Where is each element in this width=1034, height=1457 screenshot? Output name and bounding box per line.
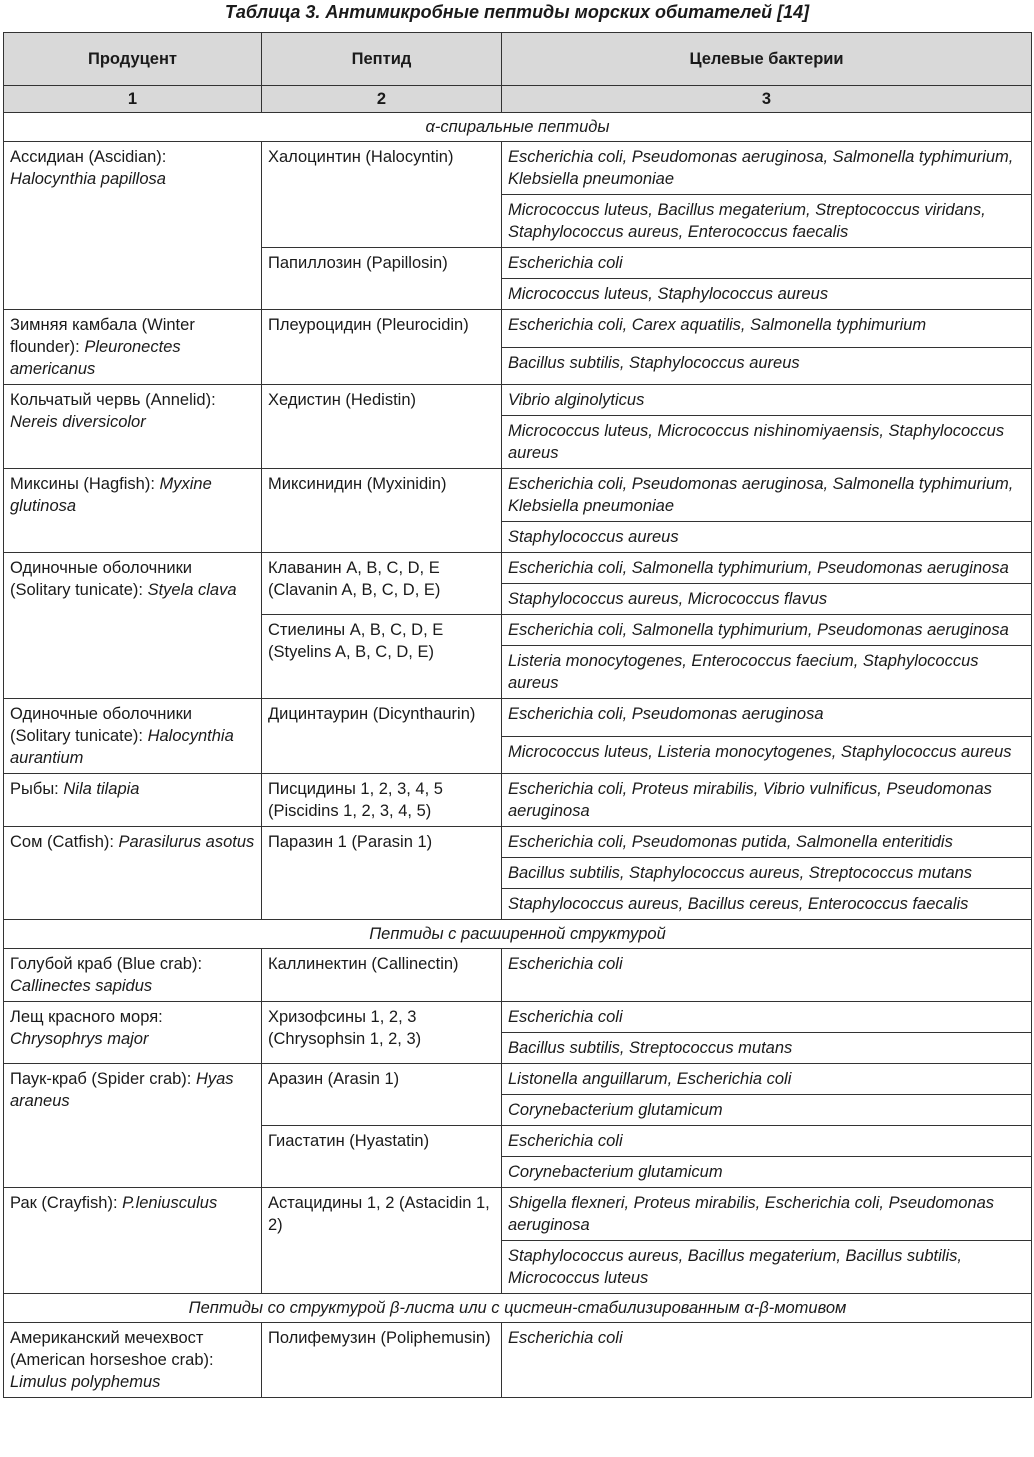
bacteria-cell: Escherichia coli, Proteus mirabilis, Vibrio vulnificus, Pseudomonas aeruginosa [502,774,1032,827]
peptide-cell: Полифемузин (Poliphemusin) [262,1323,502,1398]
section-title: Пептиды с расширенной структурой [4,920,1032,949]
bacteria-cell: Escherichia coli, Pseudomonas putida, Salmonella enteritidis [502,827,1032,858]
table-row [4,827,1032,858]
producer-name: Голубой краб (Blue crab): [10,955,203,973]
column-number: 3 [502,86,1032,113]
producer-latin-name: P.leniusculus [122,1194,218,1212]
producer-latin-name: Chrysophrys major [10,1030,149,1048]
bacteria-cell: Staphylococcus aureus, Bacillus megaterium, Bacillus subtilis, Micrococcus luteus [502,1241,1032,1294]
bacteria-cell: Bacillus subtilis, Streptococcus mutans [502,1033,1032,1064]
table-row [4,699,1032,737]
section-row [4,1294,1032,1323]
producer-name: Кольчатый червь (Annelid): [10,391,216,409]
bacteria-cell: Corynebacterium glutamicum [502,1095,1032,1126]
peptide-cell: Клаванин A, B, C, D, E (Clavanin A, B, C, D, E) [262,553,502,615]
producer-latin-name: Nereis diversicolor [10,413,146,431]
producer-name: Паук-краб (Spider crab): [10,1070,192,1088]
table-row [4,469,1032,522]
bacteria-cell: Micrococcus luteus, Bacillus megaterium, Streptococcus viridans, Staphylococcus aureus, Enterococcus faecalis [502,195,1032,248]
peptide-cell: Стиелины A, B, C, D, E (Styelins A, B, C, D, E) [262,615,502,699]
table-row [4,1323,1032,1398]
header-target-bacteria: Целевые бактерии [502,33,1032,86]
producer-cell [4,553,262,699]
table-row [4,1064,1032,1095]
bacteria-cell: Shigella flexneri, Proteus mirabilis, Escherichia coli, Pseudomonas aeruginosa [502,1188,1032,1241]
producer-latin-name: Hyas araneus [10,1070,234,1110]
peptide-cell: Каллинектин (Callinectin) [262,949,502,1002]
column-number: 2 [262,86,502,113]
producer-cell [4,1188,262,1294]
producer-cell [4,1002,262,1064]
bacteria-cell: Bacillus subtilis, Staphylococcus aureus, Streptococcus mutans [502,858,1032,889]
producer-latin-name: Myxine glutinosa [10,475,212,515]
producer-name: Американский мечехвост (American horseshoe crab): [10,1329,214,1369]
header-producer: Продуцент [4,33,262,86]
producer-cell [4,310,262,385]
table-row [4,1188,1032,1241]
header-peptide: Пептид [262,33,502,86]
producer-latin-name: Styela clava [147,581,237,599]
producer-name: Миксины (Hagfish): [10,475,155,493]
table-row [4,385,1032,416]
header-row [4,33,1032,86]
bacteria-cell: Escherichia coli [502,1002,1032,1033]
bacteria-cell: Vibrio alginolyticus [502,385,1032,416]
producer-name: Сом (Catfish): [10,833,114,851]
bacteria-cell: Staphylococcus aureus [502,522,1032,553]
table-row [4,1002,1032,1033]
table-row [4,774,1032,827]
producer-name: Лещ красного моря: [10,1008,163,1026]
bacteria-cell: Micrococcus luteus, Listeria monocytogenes, Staphylococcus aureus [502,736,1032,774]
bacteria-cell: Staphylococcus aureus, Micrococcus flavus [502,584,1032,615]
producer-cell [4,1323,262,1398]
producer-name: Зимняя камбала (Winter flounder): [10,316,195,356]
bacteria-cell: Escherichia coli [502,248,1032,279]
bacteria-cell: Escherichia coli [502,1126,1032,1157]
peptide-cell: Писцидины 1, 2, 3, 4, 5 (Piscidins 1, 2, 3, 4, 5) [262,774,502,827]
column-numbers-row [4,86,1032,113]
producer-cell [4,142,262,310]
bacteria-cell: Staphylococcus aureus, Bacillus cereus, Enterococcus faecalis [502,889,1032,920]
table-row [4,949,1032,1002]
peptide-cell: Миксинидин (Myxinidin) [262,469,502,553]
bacteria-cell: Escherichia coli, Carex aquatilis, Salmonella typhimurium [502,310,1032,348]
producer-name: Рак (Crayfish): [10,1194,118,1212]
producer-latin-name: Limulus polyphemus [10,1373,161,1391]
bacteria-cell: Escherichia coli, Salmonella typhimurium, Pseudomonas aeruginosa [502,553,1032,584]
producer-latin-name: Halocynthia papillosa [10,170,166,188]
producer-cell [4,949,262,1002]
producer-latin-name: Nila tilapia [63,780,140,798]
bacteria-cell: Corynebacterium glutamicum [502,1157,1032,1188]
producer-cell [4,385,262,469]
bacteria-cell: Micrococcus luteus, Micrococcus nishinomiyaensis, Staphylococcus aureus [502,416,1032,469]
producer-latin-name: Halocynthia aurantium [10,727,234,767]
producer-latin-name: Pleuronectes americanus [10,338,181,378]
bacteria-cell: Micrococcus luteus, Staphylococcus aureus [502,279,1032,310]
section-title: Пептиды со структурой β-листа или с цистеин-стабилизированным α-β-мотивом [4,1294,1032,1323]
peptide-cell: Плеуроцидин (Pleurocidin) [262,310,502,385]
table-body [4,113,1032,1398]
peptide-cell: Халоцинтин (Halocyntin) [262,142,502,248]
peptides-table [3,32,1032,1398]
bacteria-cell: Escherichia coli [502,1323,1032,1398]
producer-cell [4,827,262,920]
bacteria-cell: Escherichia coli, Salmonella typhimurium, Pseudomonas aeruginosa [502,615,1032,646]
section-title: α-спиральные пептиды [4,113,1032,142]
section-row [4,113,1032,142]
peptide-cell: Гиастатин (Hyastatin) [262,1126,502,1188]
section-row [4,920,1032,949]
bacteria-cell: Escherichia coli, Pseudomonas aeruginosa, Salmonella typhimurium, Klebsiella pneumoniae [502,142,1032,195]
producer-name: Ассидиан (Ascidian): [10,148,167,166]
peptide-cell: Астацидины 1, 2 (Astacidin 1, 2) [262,1188,502,1294]
bacteria-cell: Escherichia coli, Pseudomonas aeruginosa, Salmonella typhimurium, Klebsiella pneumoniae [502,469,1032,522]
bacteria-cell: Escherichia coli [502,949,1032,1002]
bacteria-cell: Escherichia coli, Pseudomonas aeruginosa [502,699,1032,737]
producer-latin-name: Callinectes sapidus [10,977,153,995]
peptide-cell: Аразин (Arasin 1) [262,1064,502,1126]
peptide-cell: Паразин 1 (Parasin 1) [262,827,502,920]
producer-name: Одиночные оболочники (Solitary tunicate): [10,705,192,745]
table-row [4,142,1032,195]
producer-cell [4,774,262,827]
column-number: 1 [4,86,262,113]
table-caption: Таблица 3. Антимикробные пептиды морских обитателей [14] [224,2,810,22]
bacteria-cell: Listeria monocytogenes, Enterococcus faecium, Staphylococcus aureus [502,646,1032,699]
bacteria-cell: Listonella anguillarum, Escherichia coli [502,1064,1032,1095]
producer-cell [4,1064,262,1188]
producer-name: Рыбы: [10,780,59,798]
producer-latin-name: Parasilurus asotus [118,833,255,851]
producer-cell [4,469,262,553]
peptide-cell: Хризофсины 1, 2, 3 (Chrysophsin 1, 2, 3) [262,1002,502,1064]
producer-cell [4,699,262,774]
bacteria-cell: Bacillus subtilis, Staphylococcus aureus [502,347,1032,385]
producer-name: Одиночные оболочники (Solitary tunicate): [10,559,192,599]
peptide-cell: Папиллозин (Papillosin) [262,248,502,310]
peptide-cell: Хедистин (Hedistin) [262,385,502,469]
table-row [4,553,1032,584]
peptide-cell: Дицинтаурин (Dicynthaurin) [262,699,502,774]
table-row [4,310,1032,348]
